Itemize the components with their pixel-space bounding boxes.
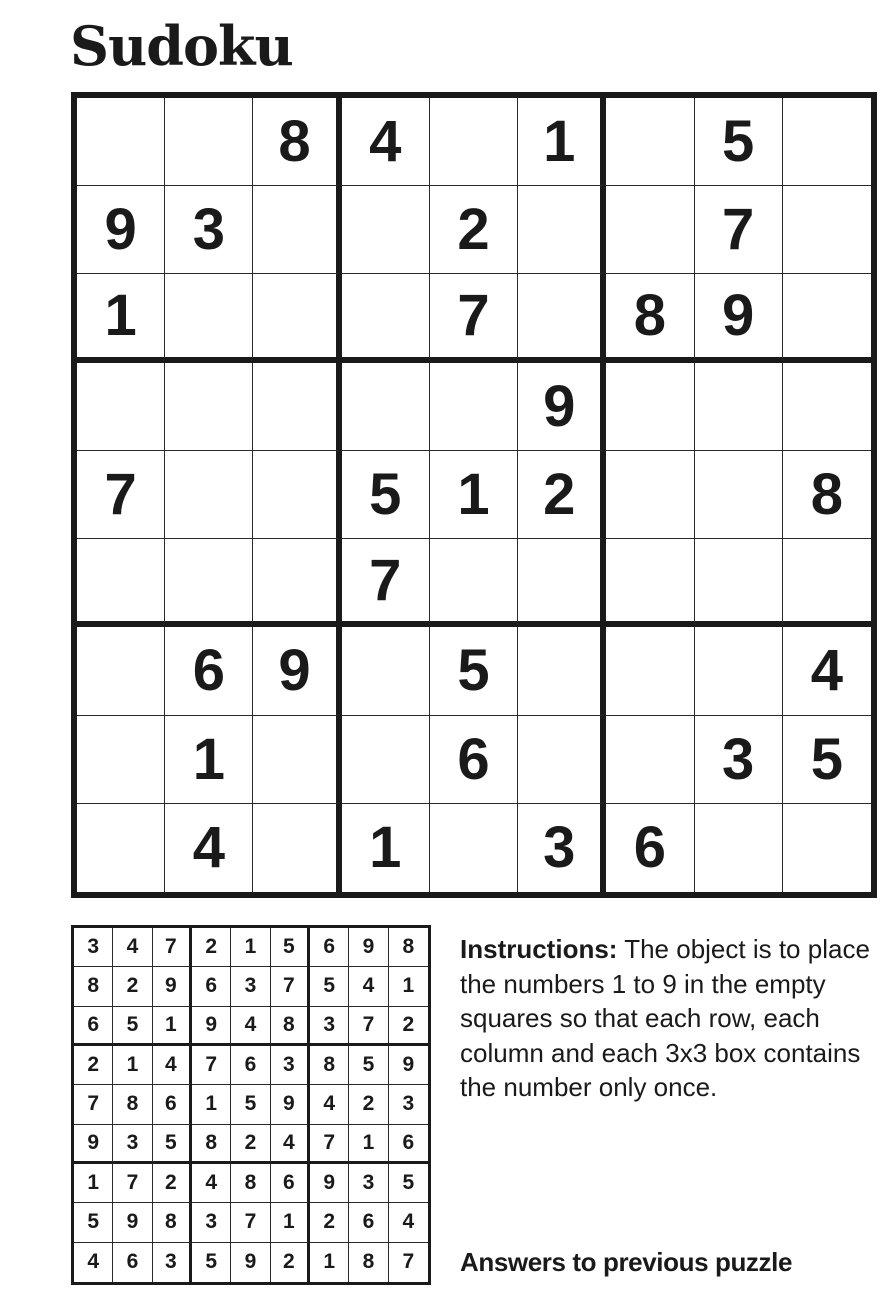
answer-cell: 1 bbox=[271, 1203, 310, 1242]
answer-cell: 3 bbox=[113, 1125, 152, 1164]
sudoku-grid bbox=[71, 92, 877, 898]
sudoku-cell: 1 bbox=[77, 274, 165, 362]
sudoku-cell: 5 bbox=[783, 716, 871, 804]
answer-cell: 9 bbox=[271, 1085, 310, 1124]
sudoku-cell[interactable] bbox=[430, 98, 518, 186]
sudoku-cell[interactable] bbox=[783, 98, 871, 186]
answer-cell: 9 bbox=[389, 1046, 428, 1085]
answer-cell: 4 bbox=[153, 1046, 192, 1085]
sudoku-cell[interactable] bbox=[518, 274, 606, 362]
answer-cell: 7 bbox=[271, 967, 310, 1006]
answer-cell: 9 bbox=[192, 1007, 231, 1046]
answer-cell: 2 bbox=[310, 1203, 349, 1242]
answer-cell: 9 bbox=[74, 1125, 113, 1164]
sudoku-cell[interactable] bbox=[165, 363, 253, 451]
sudoku-cell[interactable] bbox=[430, 539, 518, 627]
sudoku-cell: 1 bbox=[165, 716, 253, 804]
answer-cell: 4 bbox=[192, 1164, 231, 1203]
instructions-heading: Instructions: bbox=[460, 934, 618, 964]
sudoku-cell[interactable] bbox=[695, 363, 783, 451]
sudoku-cell: 6 bbox=[165, 627, 253, 715]
sudoku-cell: 7 bbox=[77, 451, 165, 539]
answer-cell: 4 bbox=[349, 967, 388, 1006]
sudoku-cell: 7 bbox=[430, 274, 518, 362]
sudoku-cell: 8 bbox=[253, 98, 341, 186]
answer-cell: 6 bbox=[349, 1203, 388, 1242]
answer-cell: 9 bbox=[349, 928, 388, 967]
answer-cell: 5 bbox=[271, 928, 310, 967]
answer-cell: 8 bbox=[113, 1085, 152, 1124]
answer-cell: 5 bbox=[153, 1125, 192, 1164]
sudoku-cell[interactable] bbox=[606, 451, 694, 539]
sudoku-cell[interactable] bbox=[606, 186, 694, 274]
answer-cell: 8 bbox=[231, 1164, 270, 1203]
sudoku-cell[interactable] bbox=[783, 804, 871, 892]
sudoku-cell[interactable] bbox=[606, 363, 694, 451]
sudoku-cell[interactable] bbox=[165, 274, 253, 362]
sudoku-cell[interactable] bbox=[606, 627, 694, 715]
answer-cell: 4 bbox=[74, 1243, 113, 1282]
answer-cell: 2 bbox=[349, 1085, 388, 1124]
sudoku-cell[interactable] bbox=[518, 627, 606, 715]
answer-cell: 1 bbox=[153, 1007, 192, 1046]
previous-answers-grid bbox=[71, 925, 431, 1285]
sudoku-cell: 8 bbox=[783, 451, 871, 539]
answer-cell: 2 bbox=[271, 1243, 310, 1282]
answer-cell: 6 bbox=[74, 1007, 113, 1046]
sudoku-cell: 4 bbox=[783, 627, 871, 715]
answer-cell: 8 bbox=[310, 1046, 349, 1085]
answer-cell: 9 bbox=[153, 967, 192, 1006]
answer-cell: 9 bbox=[310, 1164, 349, 1203]
answer-cell: 1 bbox=[231, 928, 270, 967]
answer-cell: 6 bbox=[310, 928, 349, 967]
answer-cell: 7 bbox=[113, 1164, 152, 1203]
sudoku-cell[interactable] bbox=[342, 363, 430, 451]
sudoku-cell[interactable] bbox=[77, 627, 165, 715]
sudoku-cell[interactable] bbox=[342, 186, 430, 274]
sudoku-cell[interactable] bbox=[77, 539, 165, 627]
answer-cell: 8 bbox=[74, 967, 113, 1006]
answer-cell: 5 bbox=[349, 1046, 388, 1085]
answer-cell: 5 bbox=[192, 1243, 231, 1282]
sudoku-cell: 9 bbox=[253, 627, 341, 715]
answer-cell: 3 bbox=[310, 1007, 349, 1046]
answer-cell: 6 bbox=[153, 1085, 192, 1124]
answer-cell: 3 bbox=[389, 1085, 428, 1124]
answer-cell: 2 bbox=[113, 967, 152, 1006]
answer-cell: 5 bbox=[74, 1203, 113, 1242]
sudoku-cell: 2 bbox=[518, 451, 606, 539]
sudoku-cell[interactable] bbox=[253, 716, 341, 804]
sudoku-cell: 1 bbox=[342, 804, 430, 892]
answer-cell: 5 bbox=[113, 1007, 152, 1046]
puzzle-title: Sudoku bbox=[70, 14, 293, 78]
sudoku-cell[interactable] bbox=[77, 804, 165, 892]
answer-cell: 8 bbox=[271, 1007, 310, 1046]
sudoku-cell: 5 bbox=[695, 98, 783, 186]
answer-cell: 7 bbox=[192, 1046, 231, 1085]
sudoku-cell[interactable] bbox=[430, 804, 518, 892]
sudoku-cell[interactable] bbox=[518, 716, 606, 804]
sudoku-cell[interactable] bbox=[606, 539, 694, 627]
sudoku-cell[interactable] bbox=[77, 363, 165, 451]
sudoku-cell[interactable] bbox=[253, 363, 341, 451]
answer-cell: 7 bbox=[153, 928, 192, 967]
sudoku-cell: 5 bbox=[430, 627, 518, 715]
answer-cell: 4 bbox=[113, 928, 152, 967]
answer-cell: 9 bbox=[113, 1203, 152, 1242]
answer-cell: 6 bbox=[271, 1164, 310, 1203]
answer-cell: 1 bbox=[349, 1125, 388, 1164]
answer-cell: 3 bbox=[349, 1164, 388, 1203]
sudoku-cell[interactable] bbox=[518, 539, 606, 627]
answer-cell: 1 bbox=[113, 1046, 152, 1085]
sudoku-cell: 5 bbox=[342, 451, 430, 539]
sudoku-cell[interactable] bbox=[695, 804, 783, 892]
answer-cell: 4 bbox=[271, 1125, 310, 1164]
answers-caption: Answers to previous puzzle bbox=[460, 1247, 793, 1277]
answer-cell: 8 bbox=[389, 928, 428, 967]
sudoku-cell[interactable] bbox=[606, 716, 694, 804]
sudoku-cell[interactable] bbox=[342, 627, 430, 715]
answer-cell: 7 bbox=[74, 1085, 113, 1124]
sudoku-cell: 7 bbox=[695, 186, 783, 274]
answer-cell: 3 bbox=[231, 967, 270, 1006]
sudoku-cell[interactable] bbox=[783, 274, 871, 362]
answer-cell: 8 bbox=[192, 1125, 231, 1164]
answer-cell: 5 bbox=[231, 1085, 270, 1124]
sudoku-cell: 4 bbox=[342, 98, 430, 186]
sudoku-cell: 9 bbox=[518, 363, 606, 451]
sudoku-cell[interactable] bbox=[695, 451, 783, 539]
sudoku-cell: 1 bbox=[518, 98, 606, 186]
sudoku-cell: 6 bbox=[430, 716, 518, 804]
answer-cell: 7 bbox=[310, 1125, 349, 1164]
sudoku-cell: 9 bbox=[695, 274, 783, 362]
sudoku-cell: 1 bbox=[430, 451, 518, 539]
answer-cell: 7 bbox=[349, 1007, 388, 1046]
answer-cell: 7 bbox=[231, 1203, 270, 1242]
answer-cell: 2 bbox=[192, 928, 231, 967]
answer-cell: 2 bbox=[74, 1046, 113, 1085]
answer-cell: 3 bbox=[192, 1203, 231, 1242]
sudoku-cell[interactable] bbox=[253, 186, 341, 274]
answer-cell: 8 bbox=[349, 1243, 388, 1282]
answer-cell: 6 bbox=[231, 1046, 270, 1085]
answer-cell: 6 bbox=[192, 967, 231, 1006]
answer-cell: 4 bbox=[231, 1007, 270, 1046]
sudoku-cell[interactable] bbox=[342, 274, 430, 362]
answer-cell: 3 bbox=[74, 928, 113, 967]
sudoku-cell[interactable] bbox=[695, 539, 783, 627]
sudoku-cell: 3 bbox=[165, 186, 253, 274]
sudoku-cell: 2 bbox=[430, 186, 518, 274]
answer-cell: 1 bbox=[389, 967, 428, 1006]
sudoku-cell[interactable] bbox=[783, 186, 871, 274]
sudoku-cell: 3 bbox=[695, 716, 783, 804]
sudoku-cell[interactable] bbox=[783, 363, 871, 451]
answer-cell: 7 bbox=[402, 1250, 415, 1274]
answer-cell: 4 bbox=[389, 1203, 428, 1242]
sudoku-cell[interactable] bbox=[165, 451, 253, 539]
answer-cell: 9 bbox=[231, 1243, 270, 1282]
sudoku-cell[interactable] bbox=[253, 804, 341, 892]
answer-cell: 6 bbox=[389, 1125, 428, 1164]
sudoku-cell[interactable] bbox=[253, 274, 341, 362]
sudoku-cell: 7 bbox=[342, 539, 430, 627]
answer-cell: 4 bbox=[310, 1085, 349, 1124]
answer-cell: 3 bbox=[153, 1243, 192, 1282]
sudoku-cell: 3 bbox=[518, 804, 606, 892]
sudoku-cell[interactable] bbox=[77, 716, 165, 804]
answer-cell: 8 bbox=[153, 1203, 192, 1242]
sudoku-cell[interactable] bbox=[165, 539, 253, 627]
sudoku-cell[interactable] bbox=[695, 627, 783, 715]
answer-cell: 5 bbox=[389, 1164, 428, 1203]
sudoku-cell[interactable] bbox=[606, 98, 694, 186]
sudoku-cell: 9 bbox=[77, 186, 165, 274]
instructions-text: The object is to place the numbers 1 to 9 in the empty squares so that each row, each column and each 3x3 box contains the number only once. bbox=[460, 934, 870, 1103]
answer-cell: 3 bbox=[271, 1046, 310, 1085]
sudoku-cell[interactable] bbox=[165, 98, 253, 186]
answer-cell: 2 bbox=[231, 1125, 270, 1164]
sudoku-cell: 8 bbox=[606, 274, 694, 362]
answer-cell: 2 bbox=[153, 1164, 192, 1203]
answer-cell: 1 bbox=[310, 1243, 349, 1282]
sudoku-cell[interactable] bbox=[430, 363, 518, 451]
sudoku-cell: 4 bbox=[165, 804, 253, 892]
answer-cell: 2 bbox=[389, 1007, 428, 1046]
answer-cell: 5 bbox=[310, 967, 349, 1006]
instructions bbox=[460, 932, 880, 1105]
sudoku-cell[interactable] bbox=[77, 98, 165, 186]
answer-cell: 6 bbox=[113, 1243, 152, 1282]
answer-cell: 1 bbox=[74, 1164, 113, 1203]
sudoku-cell: 6 bbox=[606, 804, 694, 892]
answer-cell: 1 bbox=[192, 1085, 231, 1124]
sudoku-cell[interactable] bbox=[253, 539, 341, 627]
sudoku-cell[interactable] bbox=[342, 716, 430, 804]
sudoku-cell[interactable] bbox=[518, 186, 606, 274]
sudoku-cell[interactable] bbox=[783, 539, 871, 627]
sudoku-cell[interactable] bbox=[253, 451, 341, 539]
